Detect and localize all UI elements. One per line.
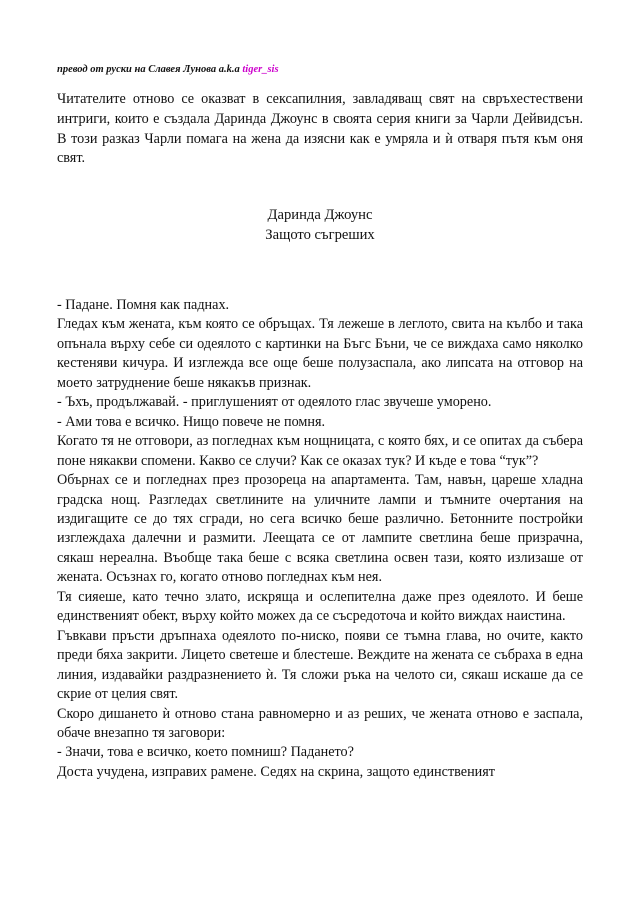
- story-paragraph: Тя сияеше, като течно злато, искряща и ослепителна даже през одеялото. И беше единственият обект, върху който можех да се съсредоточа и който виждах наистина.: [57, 588, 583, 625]
- story-paragraph: - Ами това е всичко. Нищо повече не помня.: [57, 413, 326, 430]
- story-paragraph: - Значи, това е всичко, което помниш? Падането?: [57, 744, 354, 761]
- story-author: Даринда Джоунс: [267, 207, 373, 223]
- story-paragraph: Скоро дишането ѝ отново стана равномерно и аз реших, че жената отново е заспала, обаче внезапно тя заговори:: [57, 705, 583, 741]
- story-paragraph: - Ъхъ, продължавай. - приглушеният от одеялото глас звучеше уморено.: [57, 394, 492, 411]
- credit-prefix: превод от руски на Славея Лунова a.k.a: [57, 64, 243, 75]
- translator-nickname: tiger_sis: [242, 64, 279, 75]
- story-paragraph: Гъвкави пръсти дръпнаха одеялото по-ниско, появи се тъмна глава, но очите, както преди бяха закрити. Лицето светеше и блестеше. Веждите на жената се събраха в една линия, издавайки раздразнението ѝ. Тя сложи ръка на челото си, сякаш искаше да се скрие от целия свят.: [57, 627, 583, 703]
- story-paragraph: Доста учудена, изправих рамене. Седях на скрина, защото единственият: [57, 763, 495, 780]
- story-paragraph: Когато тя не отговори, аз погледнах към нощницата, с която бях, и се опитах да събера поне някакви спомени. Какво се случи? Как се оказах тук? И къде е това “тук”?: [57, 433, 583, 469]
- story-paragraph: Обърнах се и погледнах през прозореца на апартамента. Там, навън, цареше хладна градска нощ. Разгледах светлините на уличните лампи и тъмните очертания на издигащите се до тях сгради, но сега всичко беше различно. Бетонните постройки изглеждаха далечни и размити. Леещата се от лампите светлина беше призрачна, сякаш нереална. Въобще така беше с всяка светлина освен тази, която излизаше от жената. Осъзнах го, когато отново погледнах към нея.: [57, 472, 583, 586]
- story-title: Защото съгреших: [265, 227, 375, 243]
- story-paragraph: - Падане. Помня как паднах.: [57, 297, 230, 313]
- story-paragraph: Гледах към жената, към която се обръщах. Тя лежеше в леглото, свита на кълбо и така опънала върху себе си одеялото с картинки на Бъгс Бъни, че се виждаха само няколко кестеняви кичура. И изглежда все още беше полузаспала, ако липсата на отговор на моето затруднение беше някакъв признак.: [57, 316, 583, 391]
- story-body: [57, 296, 583, 782]
- translator-credit: [57, 64, 279, 75]
- intro-paragraph: Читателите отново се оказват в сексапилния, завладяващ свят на свръхестествени интриги, които е създала Даринда Джоунс в своята серия книги за Чарли Дейвидсън. В този разказ Чарли помага на жена да изясни как е умряла и ѝ отваря пътя към оня свят.: [57, 91, 583, 167]
